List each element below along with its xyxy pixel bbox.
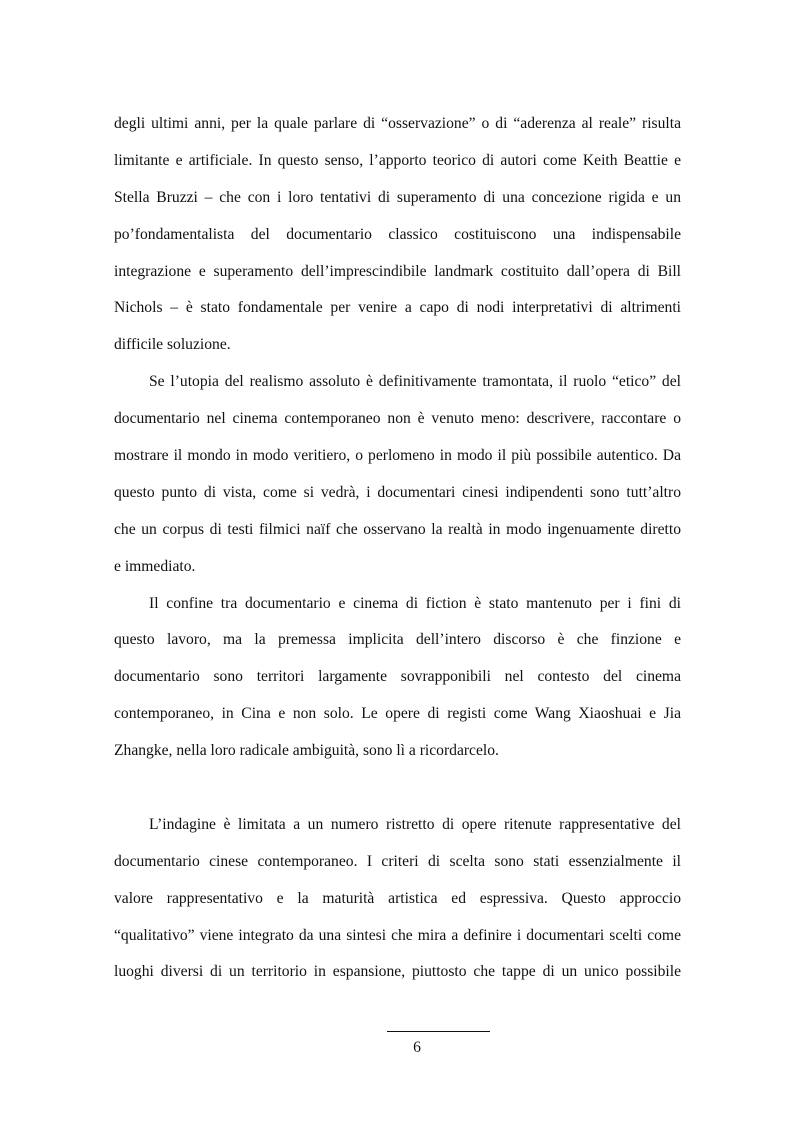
text-line: Stella Bruzzi – che con i loro tentativi di superamento di una concezione rigida e un — [114, 188, 681, 206]
footnote-rule — [387, 1031, 490, 1032]
text-line: degli ultimi anni, per la quale parlare di “osservazione” o di “aderenza al reale” risulta — [114, 115, 681, 132]
text-line: Nichols – è stato fondamentale per venire a capo di nodi interpretativi di altrimenti — [114, 299, 681, 317]
paragraph-2 — [114, 364, 681, 585]
paragraph-4 — [114, 807, 681, 991]
section-gap — [114, 770, 681, 807]
text-line: questo punto di vista, come si vedrà, i documentari cinesi indipendenti sono tutt’altro — [114, 483, 681, 501]
text-line: L’indagine è limitata a un numero ristretto di opere ritenute rappresentative del — [149, 815, 681, 833]
text-line: valore rappresentativo e la maturità artistica ed espressiva. Questo approccio — [114, 889, 681, 907]
text-line: limitante e artificiale. In questo senso, l’apporto teorico di autori come Keith Beattie e — [114, 151, 681, 169]
text-line: Se l’utopia del realismo assoluto è definitivamente tramontata, il ruolo “etico” del — [149, 373, 681, 391]
text-line: Il confine tra documentario e cinema di fiction è stato mantenuto per i fini di — [149, 594, 681, 612]
text-line: documentario nel cinema contemporaneo non è venuto meno: descrivere, raccontare o — [114, 410, 681, 428]
text-line: questo lavoro, ma la premessa implicita dell’intero discorso è che finzione e — [114, 631, 681, 649]
text-line: documentario cinese contemporaneo. I criteri di scelta sono stati essenzialmente il — [114, 852, 681, 870]
text-line: integrazione e superamento dell’imprescindibile landmark costituito dall’opera di Bill — [114, 262, 681, 280]
text-line: po’fondamentalista del documentario classico costituiscono una indispensabile — [114, 225, 681, 243]
paragraph-1 — [114, 106, 681, 364]
paragraph-3 — [114, 586, 681, 770]
text-line: che un corpus di testi filmici naïf che osservano la realtà in modo ingenuamente diretto — [114, 520, 681, 538]
text-line: Zhangke, nella loro radicale ambiguità, sono lì a ricordarcelo. — [114, 742, 499, 760]
text-line: “qualitativo” viene integrato da una sintesi che mira a definire i documentari scelti come — [114, 926, 681, 944]
text-line: mostrare il mondo in modo veritiero, o perlomeno in modo il più possibile autentico. Da — [114, 447, 681, 465]
text-line: e immediato. — [114, 557, 196, 575]
text-line: documentario sono territori largamente sovrapponibili nel contesto del cinema — [114, 668, 681, 686]
text-line: contemporaneo, in Cina e non solo. Le opere di registi come Wang Xiaoshuai e Jia — [114, 705, 681, 723]
text-line: difficile soluzione. — [114, 336, 231, 354]
page-number: 6 — [413, 1039, 421, 1056]
text-line: luoghi diversi di un territorio in espansione, piuttosto che tappe di un unico possibile — [114, 963, 681, 981]
page-body — [114, 106, 681, 991]
